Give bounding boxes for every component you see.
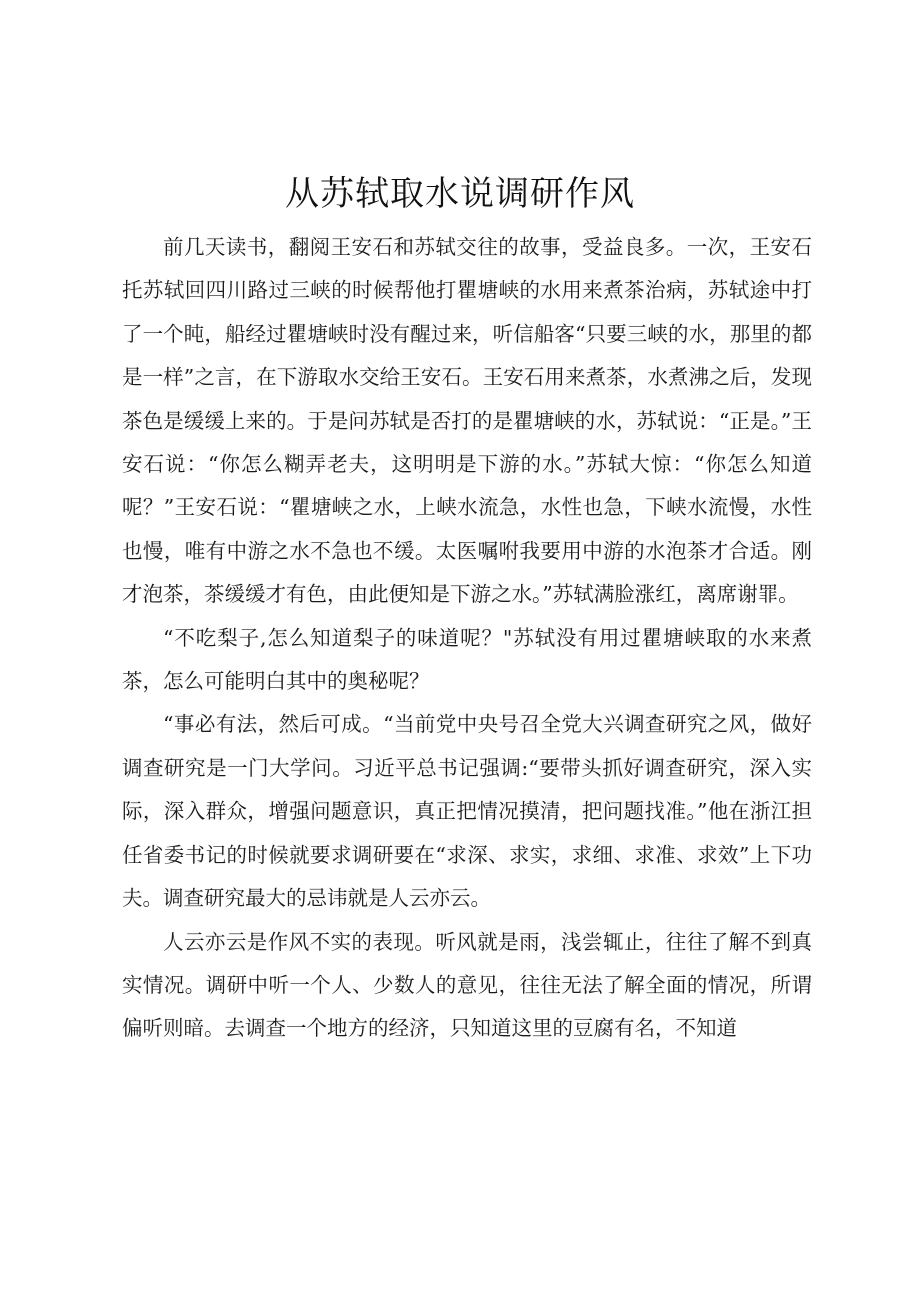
document-body [122,226,812,1051]
paragraph-hearsay: 人云亦云是作风不实的表现。听风就是雨，浅尝辄止，往往了解不到真实情况。调研中听一个人、少数人的意见，往往无法了解全面的情况，所谓偏听则暗。去调查一个地方的经济，只知道这里的豆腐有名，不知道 [122,929,812,1041]
paragraph-story: 前几天读书，翻阅王安石和苏轼交往的故事，受益良多。一次，王安石托苏轼回四川路过三峡的时候帮他打瞿塘峡的水用来煮茶治病，苏轼途中打了一个盹，船经过瞿塘峡时没有醒过来，听信船客“只要三峡的水，那里的都是一样”之言，在下游取水交给王安石。王安石用来煮茶，水煮沸之后，发现茶色是缓缓上来的。于是问苏轼是否打的是瞿塘峡的水，苏轼说：“正是。”王安石说：“你怎么糊弄老夫，这明明是下游的水。”苏轼大惊：“你怎么知道呢？”王安石说：“瞿塘峡之水，上峡水流急，水性也急，下峡水流慢，水性也慢，唯有中游之水不急也不缓。太医嘱咐我要用中游的水泡茶才合适。刚才泡茶，茶缓缓才有色，由此便知是下游之水。”苏轼满脸涨红，离席谢罪。 [122,235,812,607]
paragraph-pear-quote: “不吃梨子,怎么知道梨子的味道呢？"苏轼没有用过瞿塘峡取的水来煮茶，怎么可能明白其中的奥秘呢？ [122,625,812,694]
paragraph-investigation: “事必有法，然后可成。“当前党中央号召全党大兴调查研究之风，做好调查研究是一门大学问。习近平总书记强调:“要带头抓好调查研究，深入实际，深入群众，增强问题意识，真正把情况摸清，把问题找准。”他在浙江担任省委书记的时候就要求调研要在“求深、求实，求细、求准、求效”上下功夫。调查研究最大的忌讳就是人云亦云。 [122,712,812,911]
document-title: 从苏轼取水说调研作风 [285,174,635,214]
